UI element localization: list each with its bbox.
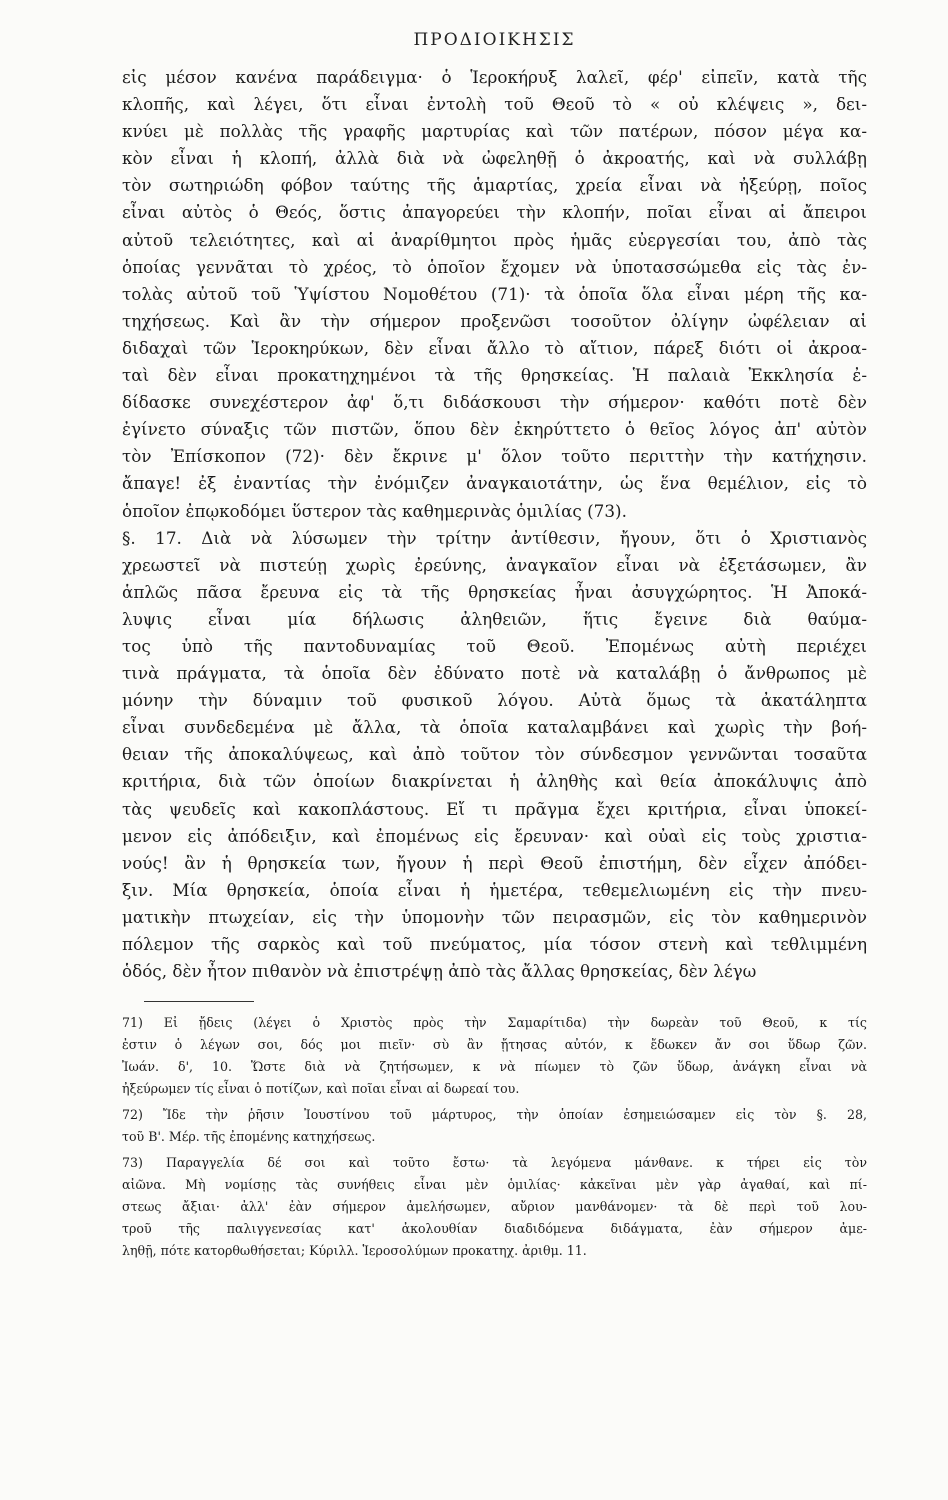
text-line: εἶναι αὐτὸς ὁ Θεός, ὅστις ἀπαγορεύει τὴν κλοπήν, ποῖαι εἶναι αἱ ἄπειροι [122,202,867,223]
running-head: ΠΡΟΔΙΟΙΚΗΣΙΣ [413,30,576,50]
text-line: ταὶ δὲν εἶναι προκατηχημένοι τὰ τῆς θρησκείας. Ἡ παλαιὰ Ἐκκλησία ἐ- [122,365,867,386]
text-line: τος ὑπὸ τῆς παντοδυναμίας τοῦ Θεοῦ. Ἐπομένως αὐτὴ περιέχει [122,635,867,656]
footnote-line: ἠξεύρωμεν τίς εἶναι ὁ ποτίζων, καὶ ποῖαι εἶναι αἱ δωρεαί του. [122,1081,520,1097]
footnote-line: τροῦ τῆς παλιγγενεσίας κατ' ἀκολουθίαν διαδιδόμενα διδάγματα, ἐὰν σήμερον ἀμε- [122,1221,867,1237]
text-line: ὁδός, δὲν ἦτον πιθανὸν νὰ ἐπιστρέψῃ ἀπὸ τὰς ἄλλας θρησκείας, δὲν λέγω [122,961,757,982]
text-line: μενον εἰς ἀπόδειξιν, καὶ ἐπομένως εἰς ἔρευναν· καὶ οὐαὶ εἰς τοὺς χριστια- [122,825,867,846]
footnote-1 [122,1012,867,1100]
text-line: ὁποίας γεννᾶται τὸ χρέος, τὸ ὁποῖον ἔχομεν νὰ ὑποτασσώμεθα εἰς τὰς ἐν- [122,256,867,277]
text-line: εἰς μέσον κανένα παράδειγμα· ὁ Ἱεροκήρυξ λαλεῖ, φέρ' εἰπεῖν, κατὰ τῆς [122,67,867,87]
text-line: δίδασκε συνεχέστερον ἀφ' ὅ,τι διδάσκουσι τὴν σήμερον· καθότι ποτὲ δὲν [122,392,867,413]
text-line: ἐγίνετο σύναξις τῶν πιστῶν, ὅπου δὲν ἐκηρύττετο ὁ θεῖος λόγος ἀπ' αὐτὸν [122,419,867,440]
text-line: διδαχαὶ τῶν Ἱεροκηρύκων, δὲν εἶναι ἄλλο τὸ αἴτιον, πάρεξ διότι οἱ ἀκροα- [122,337,867,358]
text-line: ξιν. Μία θρησκεία, ὁποία εἶναι ἡ ἡμετέρα, τεθεμελιωμένη εἰς τὴν πνευ- [122,879,867,900]
text-line: κὸν εἶναι ἡ κλοπή, ἀλλὰ διὰ νὰ ὠφεληθῇ ὁ ἀκροατής, καὶ νὰ συλλάβῃ [122,148,867,169]
text-line: θειαν τῆς ἀποκαλύψεως, καὶ ἀπὸ τοῦτον τὸν σύνδεσμον γεννῶνται τοσαῦτα [122,744,867,765]
footnote-line: ληθῇ, πότε κατορθωθήσεται; Κύριλλ. Ἱεροσολύμων προκατηχ. ἀριθμ. 11. [122,1243,587,1259]
text-line: τὰς ψευδεῖς καὶ κακοπλάστους. Εἴ τι πρᾶγμα ἔχει κριτήρια, εἶναι ὑποκεί- [122,798,867,819]
text-line: μόνην τὴν δύναμιν τοῦ φυσικοῦ λόγου. Αὐτὰ ὅμως τὰ ἀκατάληπτα [122,690,867,711]
footnote-line: 71) Εἰ ᾔδεις (λέγει ὁ Χριστὸς πρὸς τὴν Σαμαρίτιδα) τὴν δωρεὰν τοῦ Θεοῦ, κ τίς [122,1015,867,1031]
text-line: χρεωστεῖ νὰ πιστεύῃ χωρὶς ἐρεύνης, ἀναγκαῖον εἶναι νὰ ἐξετάσωμεν, ἂν [122,554,867,575]
text-line: τηχήσεως. Καὶ ἂν τὴν σήμερον προξενῶσι τοσοῦτον ὀλίγην ὠφέλειαν αἱ [122,310,867,331]
footnote-line: Ἰωάν. δ', 10. Ὥστε διὰ νὰ ζητήσωμεν, κ νὰ πίωμεν τὸ ζῶν ὕδωρ, ἀνάγκη εἶναι νὰ [122,1059,867,1075]
text-line: κλοπῆς, καὶ λέγει, ὅτι εἶναι ἐντολὴ τοῦ Θεοῦ τὸ « οὐ κλέψεις », δει- [122,94,867,115]
text-line: τὸν σωτηριώδη φόβον ταύτης τῆς ἁμαρτίας, χρεία εἶναι νὰ ἠξεύρῃ, ποῖος [122,175,867,196]
footnote-line: 72) Ἴδε τὴν ῥῆσιν Ἰουστίνου τοῦ μάρτυρος, τὴν ὁποίαν ἐσημειώσαμεν εἰς τὸν §. 28, [122,1107,867,1123]
text-line: εἶναι συνδεδεμένα μὲ ἄλλα, τὰ ὁποῖα καταλαμβάνει καὶ χωρὶς τὴν βοή- [122,717,867,738]
footnotes [122,1012,867,1262]
footnote-line: αἰῶνα. Μὴ νομίσῃς τὰς συνήθεις εἶναι μὲν ὁμιλίας· κἀκεῖναι μὲν γὰρ ἀγαθαί, καὶ πί- [122,1177,867,1193]
footnote-3 [122,1152,867,1262]
text-line: λυψις εἶναι μία δήλωσις ἀληθειῶν, ἥτις ἔγεινε διὰ θαύμα- [122,608,867,629]
text-line: αὐτοῦ τελειότητες, καὶ αἱ ἀναρίθμητοι πρὸς ἡμᾶς εὐεργεσίαι του, ἀπὸ τὰς [122,229,867,250]
text-line: κνύει μὲ πολλὰς τῆς γραφῆς μαρτυρίας καὶ τῶν πατέρων, πόσον μέγα κα- [122,121,867,142]
text-line: τινὰ πράγματα, τὰ ὁποῖα δὲν ἐδύνατο ποτὲ νὰ καταλάβῃ ὁ ἄνθρωπος μὲ [122,663,867,684]
text-line: ματικὴν πτωχείαν, εἰς τὴν ὑπομονὴν τῶν πειρασμῶν, εἰς τὸν καθημερινὸν [122,906,867,927]
footnote-line: 73) Παραγγελία δέ σοι καὶ τοῦτο ἔστω· τὰ λεγόμενα μάνθανε. κ τήρει εἰς τὸν [122,1155,867,1171]
main-text [122,64,867,985]
book-page [122,30,867,1262]
text-line: ὁποῖον ἐπῳκοδόμει ὕστερον τὰς καθημερινὰς ὁμιλίας (73). [122,500,627,521]
text-line: τὸν Ἐπίσκοπον (72)· δὲν ἔκρινε μ' ὅλον τοῦτο περιττὴν τὴν κατήχησιν. [122,446,867,467]
footnote-2 [122,1104,867,1148]
footnote-line: ἐστιν ὁ λέγων σοι, δός μοι πιεῖν· σὺ ἂν ᾔτησας αὐτόν, κ ἔδωκεν ἄν σοι ὕδωρ ζῶν. [122,1037,867,1053]
text-line: ἁπλῶς πᾶσα ἔρευνα εἰς τὰ τῆς θρησκείας ἦναι ἀσυγχώρητος. Ἡ Ἀποκά- [122,581,867,602]
footnote-line: στεως ἄξιαι· ἀλλ' ἐὰν σήμερον ἀμελήσωμεν, αὔριον μανθάνομεν· τὰ δὲ περὶ τοῦ λου- [122,1199,867,1215]
text-line: τολὰς αὐτοῦ τοῦ Ὑψίστου Νομοθέτου (71)· τὰ ὁποῖα ὅλα εἶναι μέρη τῆς κα- [122,283,867,304]
text-line: ἄπαγε! ἐξ ἐναντίας τὴν ἐνόμιζεν ἀναγκαιοτάτην, ὡς ἕνα θεμέλιον, εἰς τὸ [122,473,867,494]
footnote-line: τοῦ Β'. Μέρ. τῆς ἐπομένης κατηχήσεως. [122,1129,376,1145]
text-line: κριτήρια, διὰ τῶν ὁποίων διακρίνεται ἡ ἀληθὴς καὶ θεία ἀποκάλυψις ἀπὸ [122,771,867,792]
text-line: νούς! ἂν ἡ θρησκεία των, ἤγουν ἡ περὶ Θεοῦ ἐπιστήμη, δὲν εἶχεν ἀπόδει- [122,852,867,873]
text-line: πόλεμον τῆς σαρκὸς καὶ τοῦ πνεύματος, μία τόσον στενὴ καὶ τεθλιμμένη [122,934,867,954]
section-17-opening-line: §. 17. Διὰ νὰ λύσωμεν τὴν τρίτην ἀντίθεσιν, ἤγουν, ὅτι ὁ Χριστιανὸς [122,527,867,548]
footnote-rule [144,1001,254,1002]
